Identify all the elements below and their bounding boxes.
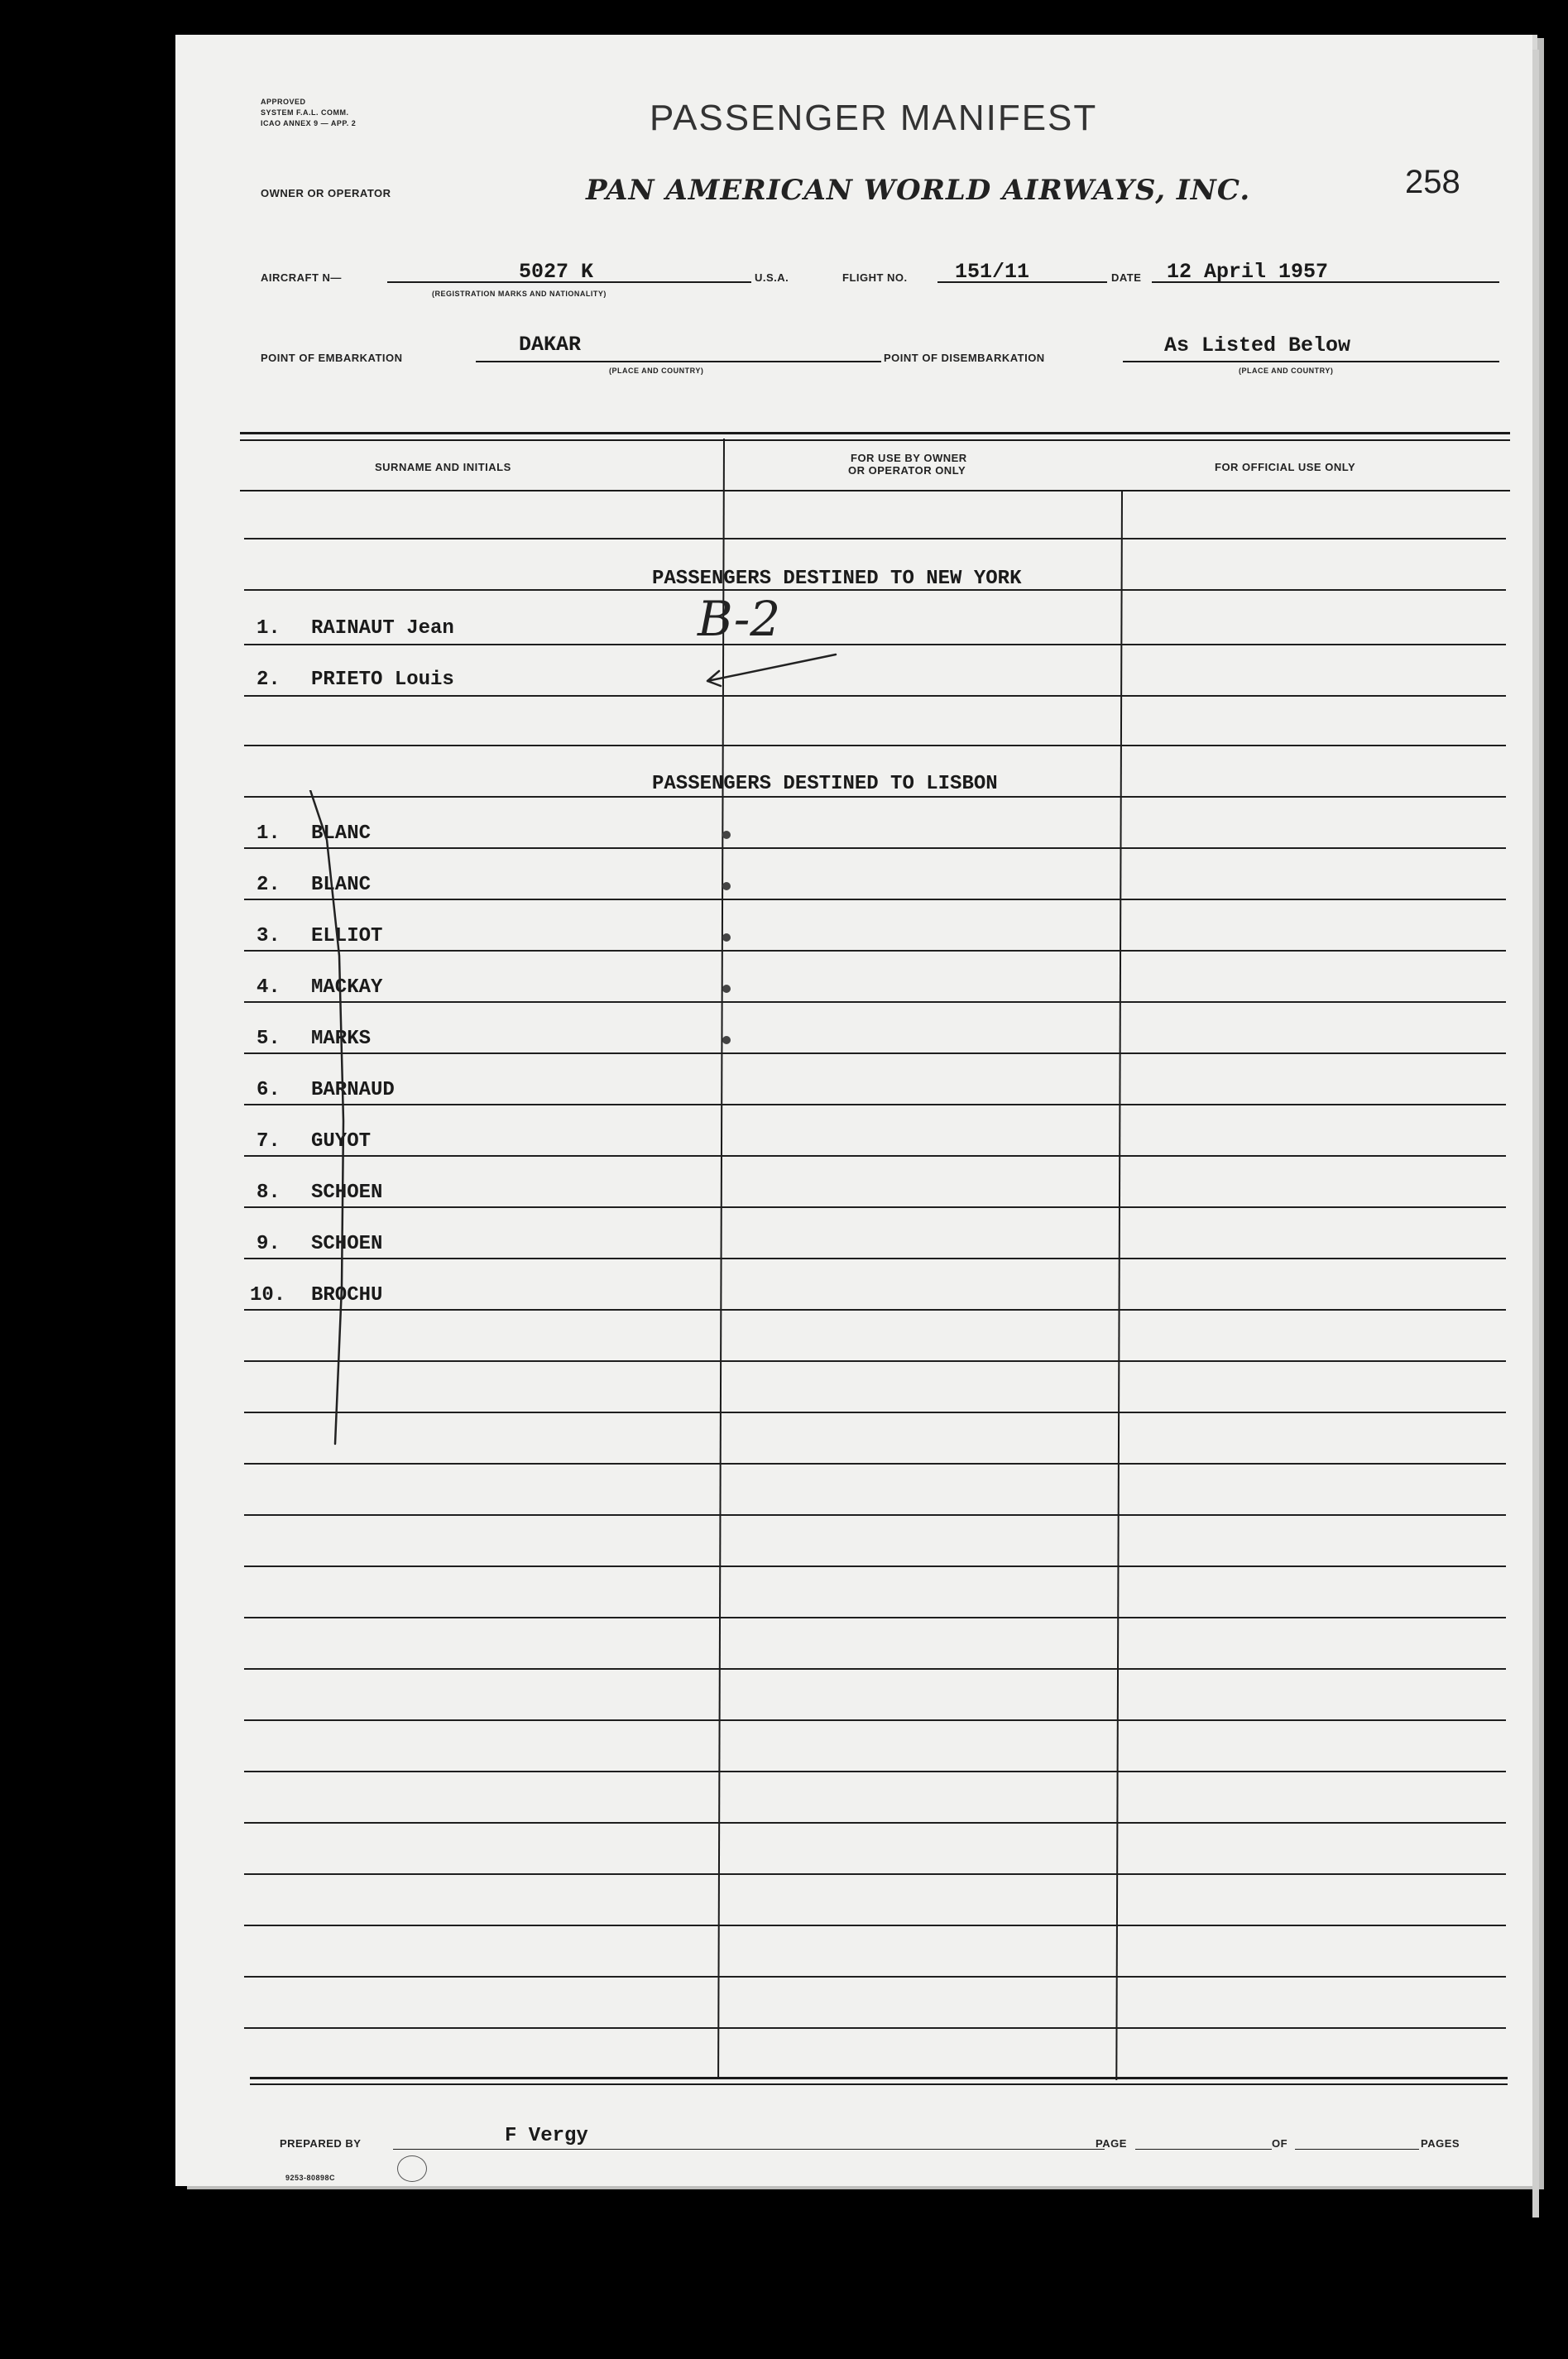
lisbon-row-1-number: 1.	[257, 822, 281, 845]
row-rule	[244, 2027, 1506, 2029]
lisbon-row-8-name: SCHOEN	[311, 1182, 383, 1204]
lisbon-row-1-name: BLANC	[311, 822, 372, 845]
disembarkation-value: As Listed Below	[1164, 333, 1351, 357]
lisbon-row-5-name: MARKS	[311, 1028, 372, 1050]
row-rule	[244, 1873, 1506, 1875]
section-lisbon: PASSENGERS DESTINED TO LISBON	[652, 773, 998, 795]
row-rule	[244, 950, 1506, 952]
row-rule	[244, 1155, 1506, 1157]
handwritten-mark: B-2	[698, 591, 781, 647]
ny-row-1-name: RAINAUT Jean	[311, 617, 454, 640]
row-rule	[244, 1463, 1506, 1465]
registration-caption: (REGISTRATION MARKS AND NATIONALITY)	[432, 290, 607, 298]
tick-mark	[722, 985, 731, 993]
lisbon-row-9-name: SCHOEN	[311, 1233, 383, 1255]
lisbon-row-7-number: 7.	[257, 1130, 281, 1153]
disembarkation-caption: (PLACE AND COUNTRY)	[1239, 367, 1334, 375]
date-label: DATE	[1111, 271, 1142, 284]
row-rule	[244, 1514, 1506, 1516]
table-top-rule	[240, 432, 1510, 434]
row-rule	[244, 1258, 1506, 1259]
lisbon-row-8-number: 8.	[257, 1182, 281, 1204]
ny-row-1-number: 1.	[257, 617, 281, 640]
prepared-by-underline	[393, 2149, 1105, 2150]
header-owner-use-2: OR OPERATOR ONLY	[848, 464, 966, 477]
row-rule	[244, 1104, 1506, 1105]
row-rule	[244, 847, 1506, 849]
page-title: PASSENGER MANIFEST	[650, 98, 1098, 138]
lisbon-row-5-number: 5.	[257, 1028, 281, 1050]
lisbon-row-2-number: 2.	[257, 874, 281, 896]
row-rule	[244, 1565, 1506, 1567]
row-rule	[244, 1412, 1506, 1413]
approval-line-2: SYSTEM F.A.L. COMM.	[261, 108, 349, 117]
lisbon-row-6-name: BARNAUD	[311, 1079, 395, 1101]
aircraft-value: 5027 K	[519, 260, 594, 284]
row-rule	[244, 1668, 1506, 1670]
approval-line-1: APPROVED	[261, 98, 306, 106]
row-rule	[244, 1719, 1506, 1721]
pages-label: PAGES	[1421, 2137, 1460, 2150]
lisbon-row-3-number: 3.	[257, 925, 281, 947]
flight-value: 151/11	[955, 260, 1030, 284]
header-surname: SURNAME AND INITIALS	[375, 461, 511, 473]
table-bottom-rule	[250, 2077, 1508, 2079]
lisbon-row-10-name: BROCHU	[311, 1284, 383, 1307]
of-label: OF	[1272, 2137, 1288, 2150]
page-number: 258	[1405, 164, 1460, 200]
tick-mark	[722, 933, 731, 942]
table-top-rule-2	[240, 439, 1510, 441]
embarkation-value: DAKAR	[519, 333, 582, 357]
paper-edge	[1532, 50, 1539, 2218]
embarkation-caption: (PLACE AND COUNTRY)	[609, 367, 704, 375]
row-rule	[244, 1360, 1506, 1362]
prepared-by-label: PREPARED BY	[280, 2137, 362, 2150]
lisbon-row-7-name: GUYOT	[311, 1130, 372, 1153]
embarkation-label: POINT OF EMBARKATION	[261, 352, 403, 364]
row-rule	[244, 644, 1506, 645]
lisbon-row-4-name: MACKAY	[311, 976, 383, 999]
prepared-by-value: F Vergy	[505, 2125, 588, 2147]
row-rule	[244, 1001, 1506, 1003]
row-rule	[244, 899, 1506, 900]
disembarkation-label: POINT OF DISEMBARKATION	[884, 352, 1045, 364]
lisbon-row-2-name: BLANC	[311, 874, 372, 896]
lisbon-row-6-number: 6.	[257, 1079, 281, 1101]
tick-mark	[722, 831, 731, 839]
printing-office-seal-icon	[397, 2155, 427, 2182]
row-rule	[244, 538, 1506, 539]
owner-label: OWNER OR OPERATOR	[261, 187, 391, 199]
row-rule	[244, 1309, 1506, 1311]
row-rule	[244, 1976, 1506, 1978]
usa-label: U.S.A.	[755, 271, 789, 284]
page-underline	[1135, 2149, 1272, 2150]
header-official: FOR OFFICIAL USE ONLY	[1215, 461, 1356, 473]
row-rule	[244, 1052, 1506, 1054]
header-owner-use-1: FOR USE BY OWNER	[851, 452, 967, 464]
row-rule	[244, 1822, 1506, 1824]
page-label: PAGE	[1096, 2137, 1127, 2150]
table-header-rule	[240, 490, 1510, 491]
date-value: 12 April 1957	[1167, 260, 1329, 284]
lisbon-row-4-number: 4.	[257, 976, 281, 999]
row-rule	[244, 1925, 1506, 1926]
table-bottom-rule-2	[250, 2083, 1508, 2085]
embarkation-underline	[476, 361, 881, 362]
lisbon-row-10-number: 10.	[250, 1284, 286, 1307]
tick-mark	[722, 1036, 731, 1044]
owner-value: PAN AMERICAN WORLD AIRWAYS, INC.	[586, 174, 1251, 207]
lisbon-row-9-number: 9.	[257, 1233, 281, 1255]
aircraft-label: AIRCRAFT N—	[261, 271, 342, 284]
handwritten-arrow-icon	[699, 650, 840, 691]
lisbon-row-3-name: ELLIOT	[311, 925, 383, 947]
handwritten-bracket-icon	[302, 790, 368, 1452]
flight-label: FLIGHT NO.	[842, 271, 908, 284]
section-new-york: PASSENGERS DESTINED TO NEW YORK	[652, 568, 1022, 590]
row-rule	[244, 1617, 1506, 1618]
of-underline	[1295, 2149, 1419, 2150]
row-rule	[244, 695, 1506, 697]
form-number: 9253-80898C	[285, 2174, 336, 2182]
row-rule	[244, 796, 1506, 798]
row-rule	[244, 1771, 1506, 1772]
disembarkation-underline	[1123, 361, 1499, 362]
row-rule	[244, 745, 1506, 746]
approval-line-3: ICAO ANNEX 9 — APP. 2	[261, 119, 357, 127]
row-rule	[244, 1206, 1506, 1208]
ny-row-2-name: PRIETO Louis	[311, 669, 454, 691]
ny-row-2-number: 2.	[257, 669, 281, 691]
tick-mark	[722, 882, 731, 890]
